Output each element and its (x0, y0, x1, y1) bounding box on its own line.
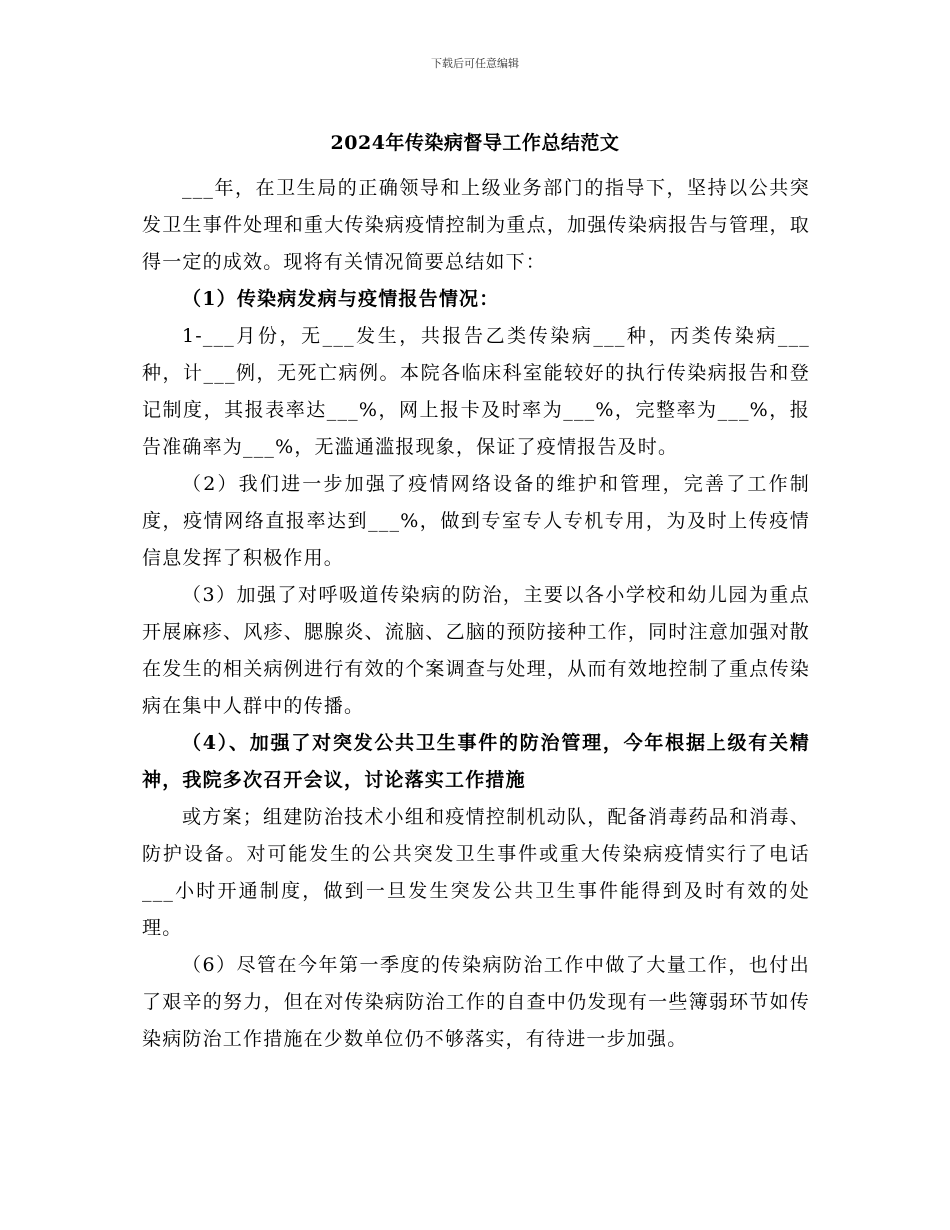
section-6-paragraph: （6）尽管在今年第一季度的传染病防治工作中做了大量工作，也付出了艰辛的努力，但在对传染病防治工作的自查中仍发现有一些簿弱环节如传染病防治工作措施在少数单位仍不够落实，有待进一步加强。 (142, 954, 810, 1050)
intro-paragraph: ___年，在卫生局的正确领导和上级业务部门的指导下，坚持以公共突发卫生事件处理和重大传染病疫情控制为重点，加强传染病报告与管理，取得一定的成效。现将有关情况简要总结如下： (142, 177, 810, 273)
section-2-paragraph: （2）我们进一步加强了疫情网络设备的维护和管理，完善了工作制度，疫情网络直报率达到___%，做到专室专人专机专用，为及时上传疫情信息发挥了积极作用。 (142, 473, 810, 569)
document-body (142, 170, 810, 1058)
section-1-paragraph: 1-___月份，无___发生，共报告乙类传染病___种，丙类传染病___种，计___例，无死亡病例。本院各临床科室能较好的执行传染病报告和登记制度，其报表率达___%，网上报卡及时率为___%，完整率为___%，报告准确率为___%，无滥通滥报现象，保证了疫情报告及时。 (142, 325, 810, 458)
section-4-paragraph: 或方案；组建防治技术小组和疫情控制机动队，配备消毒药品和消毒、防护设备。对可能发生的公共突发卫生事件或重大传染病疫情实行了电话___小时开通制度，做到一旦发生突发公共卫生事件能得到及时有效的处理。 (142, 806, 810, 939)
header-note: 下载后可任意编辑 (431, 57, 519, 70)
section-3-paragraph: （3）加强了对呼吸道传染病的防治，主要以各小学校和幼儿园为重点开展麻疹、风疹、腮腺炎、流脑、乙脑的预防接种工作，同时注意加强对散在发生的相关病例进行有效的个案调查与处理，从而有效地控制了重点传染病在集中人群中的传播。 (142, 584, 810, 717)
section-1-heading: （1）传染病发病与疫情报告情况： (182, 288, 500, 310)
section-4-heading: （4）、加强了对突发公共卫生事件的防治管理，今年根据上级有关精神，我院多次召开会议，讨论落实工作措施 (142, 732, 810, 791)
document-title: 2024年传染病督导工作总结范文 (330, 132, 620, 154)
